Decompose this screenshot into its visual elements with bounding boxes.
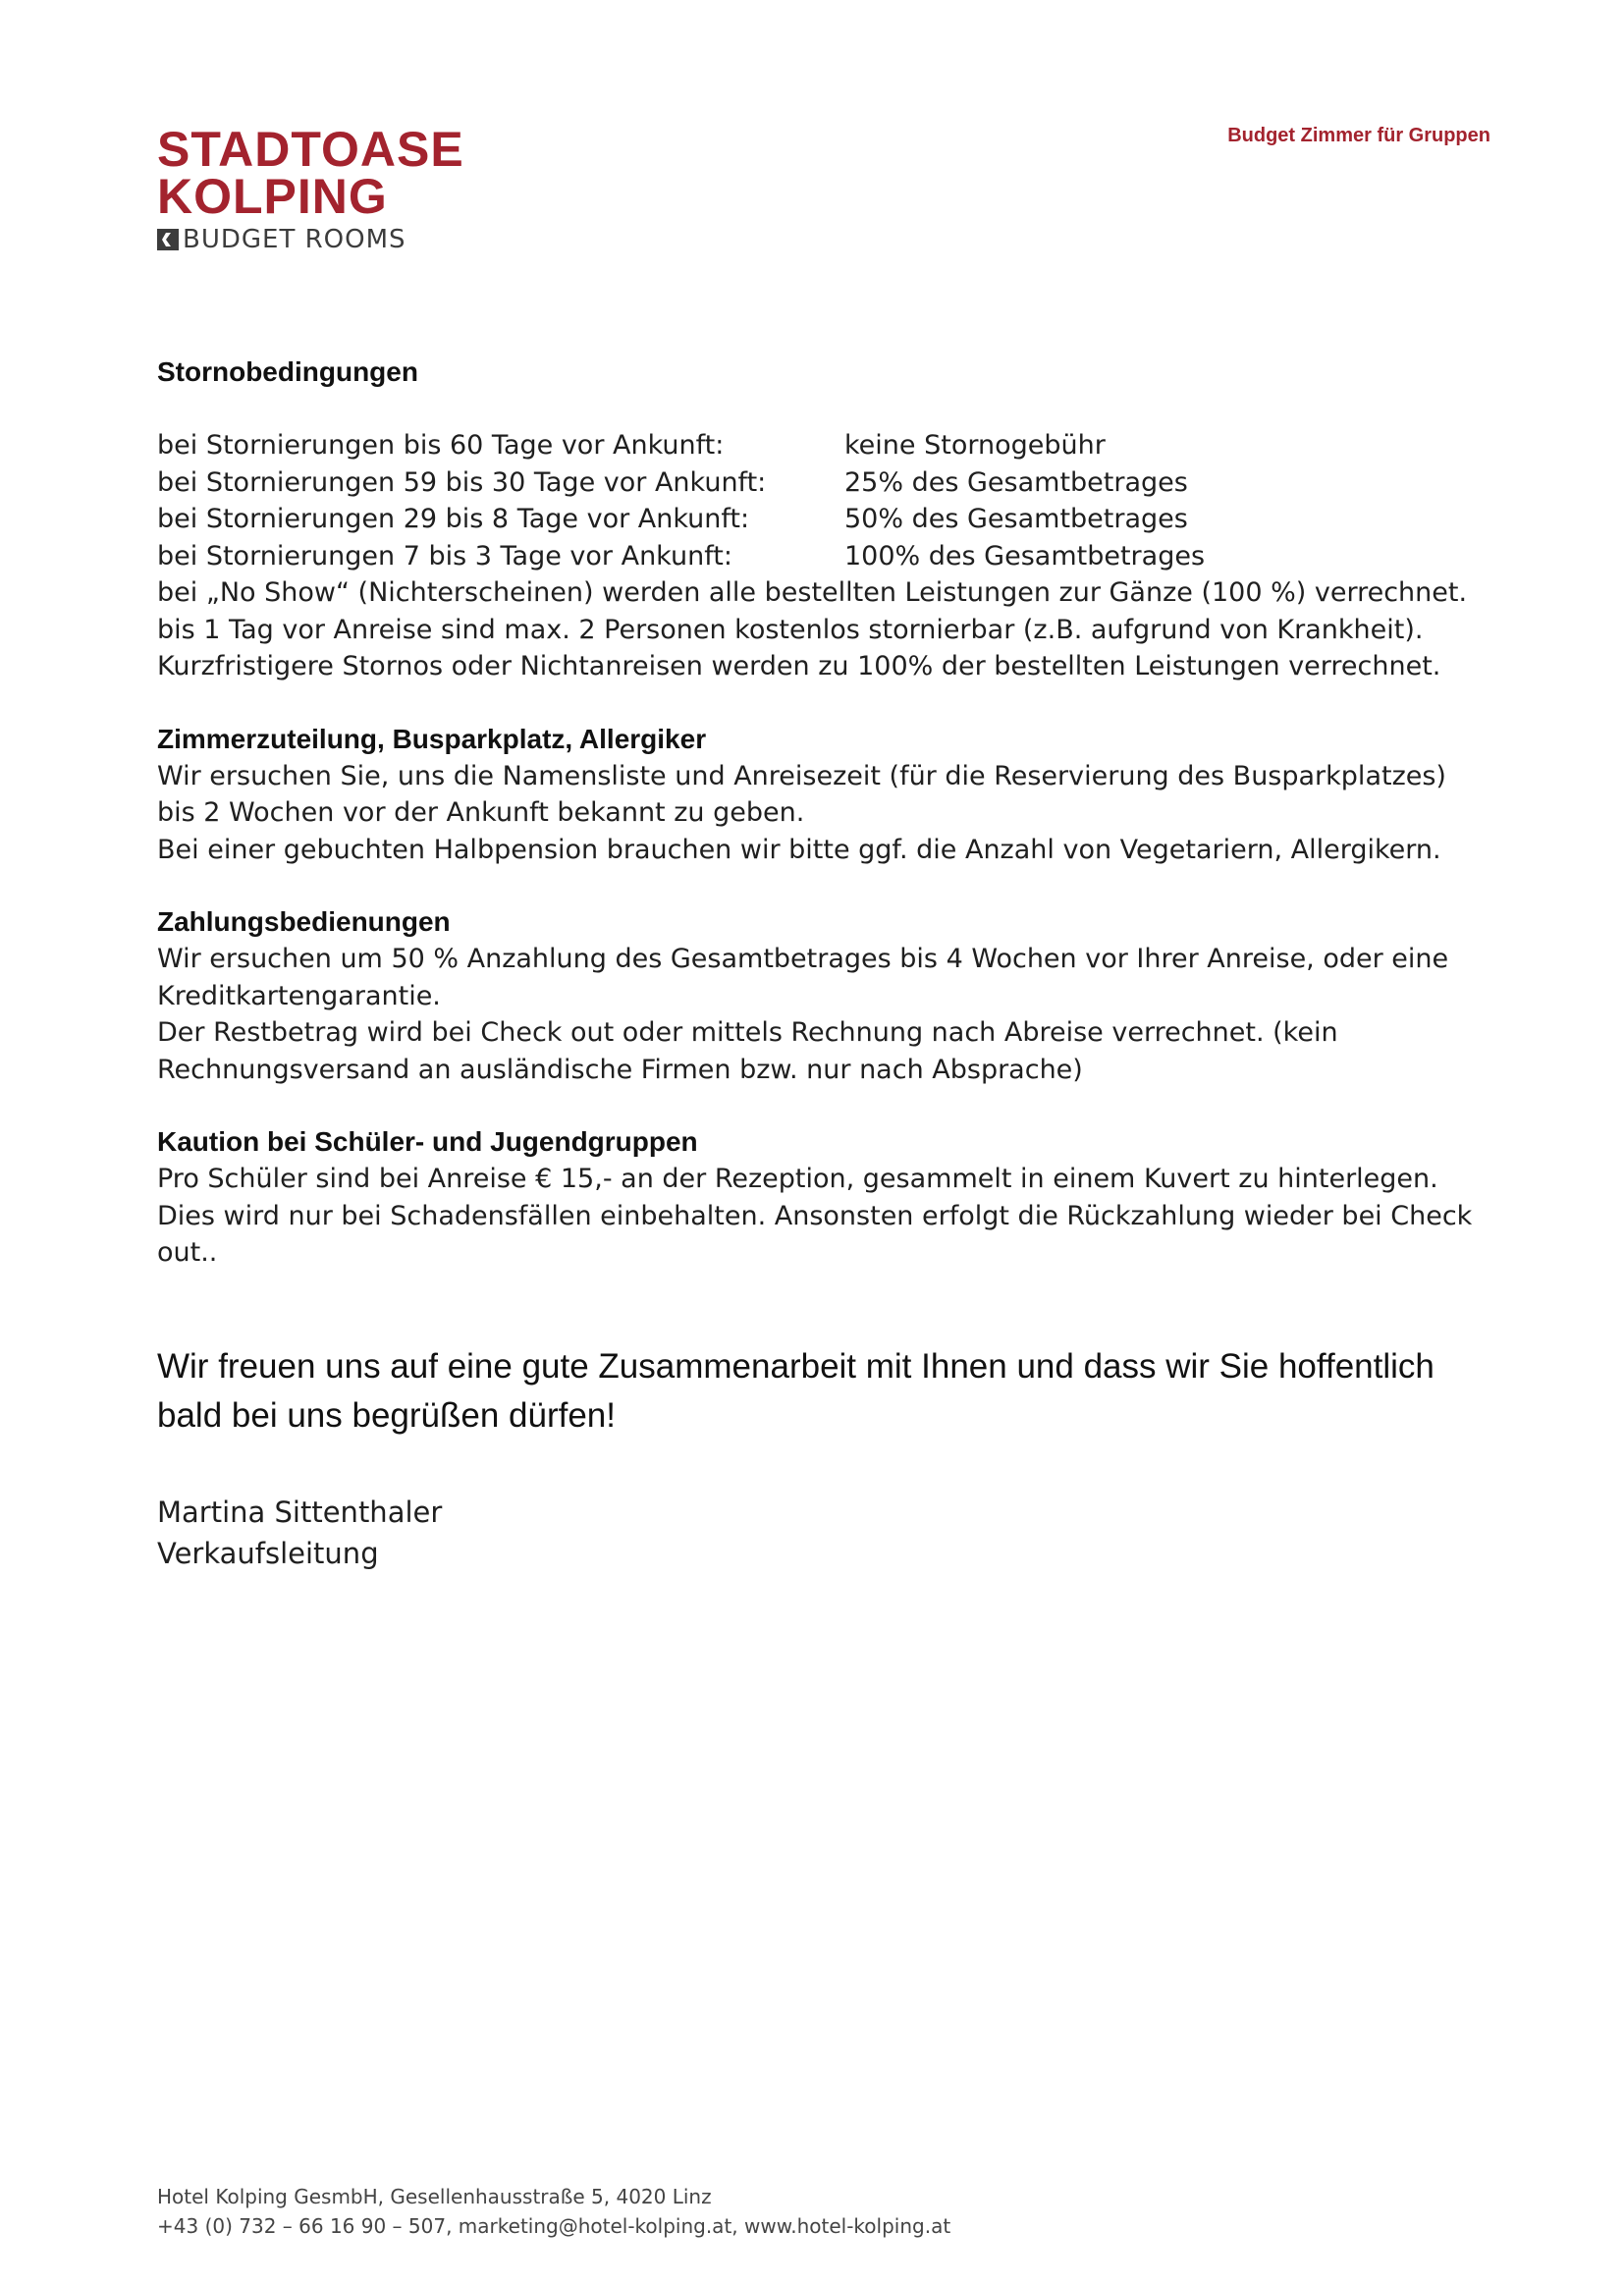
storno-row [157, 501, 1492, 538]
zimmer-line: Bei einer gebuchten Halbpension brauchen wir bitte ggf. die Anzahl von Vegetariern, Allergikern. [157, 834, 1441, 865]
footer-address: Hotel Kolping GesmbH, Gesellenhausstraße 5, 4020 Linz [157, 2185, 712, 2208]
footer-contact: +43 (0) 732 – 66 16 90 – 507, marketing@hotel-kolping.at, www.hotel-kolping.at [157, 2214, 951, 2238]
storno-line: bis 1 Tag vor Anreise sind max. 2 Personen kostenlos stornierbar (z.B. aufgrund von Krankheit). [157, 614, 1424, 645]
storno-section [157, 427, 1492, 685]
zimmer-section [157, 758, 1492, 869]
storno-row [157, 538, 1492, 575]
storno-line: bei „No Show“ (Nichterscheinen) werden alle bestellten Leistungen zur Gänze (100 %) verrechnet. [157, 577, 1468, 608]
zimmer-line: Wir ersuchen Sie, uns die Namensliste und Anreisezeit (für die Reservierung des Busparkplatzes) [157, 760, 1446, 791]
storno-row-label: bei Stornierungen 29 bis 8 Tage vor Ankunft: [157, 504, 750, 534]
closing-message [157, 1342, 1492, 1441]
storno-line: Kurzfristigere Stornos oder Nichtanreisen werden zu 100% der bestellten Leistungen verrechnet. [157, 651, 1441, 681]
storno-row-label: bei Stornierungen 59 bis 30 Tage vor Ankunft: [157, 466, 767, 498]
zimmer-line: bis 2 Wochen vor der Ankunft bekannt zu geben. [157, 797, 805, 828]
document-body [157, 354, 1492, 1574]
storno-row-value: keine Stornogebühr [844, 430, 1106, 461]
zimmer-heading: Zimmerzuteilung, Busparkplatz, Allergiker [157, 723, 707, 754]
kolping-k-icon [157, 229, 179, 250]
storno-heading: Stornobedingungen [157, 356, 418, 387]
kaution-line: Dies wird nur bei Schadensfällen einbehalten. Ansonsten erfolgt die Rückzahlung wieder bei Check [157, 1200, 1473, 1231]
header-tagline: Budget Zimmer für Gruppen [1227, 125, 1490, 146]
zahlung-line: Rechnungsversand an ausländische Firmen bzw. nur nach Absprache) [157, 1054, 1083, 1085]
storno-row-value: 50% des Gesamtbetrages [844, 504, 1188, 534]
logo-line-1: STADTOASE [157, 122, 464, 177]
zahlung-line: Kreditkartengarantie. [157, 980, 441, 1011]
kaution-line: out.. [157, 1237, 218, 1268]
kaution-line: Pro Schüler sind bei Anreise € 15,- an der Rezeption, gesammelt in einem Kuvert zu hinterlegen. [157, 1164, 1438, 1194]
kaution-heading: Kaution bei Schüler- und Jugendgruppen [157, 1126, 698, 1157]
storno-row-label: bei Stornierungen 7 bis 3 Tage vor Ankunft: [157, 540, 732, 571]
logo-sub-text: BUDGET ROOMS [183, 225, 406, 254]
signature-block [157, 1492, 1492, 1574]
zahlung-section [157, 941, 1492, 1088]
brand-logo [157, 122, 464, 254]
zahlung-line: Wir ersuchen um 50 % Anzahlung des Gesamtbetrages bis 4 Wochen vor Ihrer Anreise, oder eine [157, 944, 1449, 974]
logo-subline [157, 226, 464, 253]
kaution-section [157, 1161, 1492, 1272]
zahlung-heading: Zahlungsbedienungen [157, 906, 451, 937]
storno-row [157, 427, 1492, 464]
closing-line: bald bei uns begrüßen dürfen! [157, 1395, 616, 1435]
zahlung-line: Der Restbetrag wird bei Check out oder mittels Rechnung nach Abreise verrechnet. (kein [157, 1017, 1338, 1048]
page-footer [157, 2182, 950, 2241]
storno-row-value: 100% des Gesamtbetrages [844, 540, 1206, 571]
storno-row [157, 464, 1492, 502]
closing-line: Wir freuen uns auf eine gute Zusammenarbeit mit Ihnen und dass wir Sie hoffentlich [157, 1346, 1435, 1386]
signature-role: Verkaufsleitung [157, 1536, 379, 1570]
storno-row-value: 25% des Gesamtbetrages [844, 466, 1188, 498]
storno-row-label: bei Stornierungen bis 60 Tage vor Ankunft: [157, 430, 725, 461]
signature-name: Martina Sittenthaler [157, 1495, 443, 1529]
logo-line-2: KOLPING [157, 169, 388, 224]
